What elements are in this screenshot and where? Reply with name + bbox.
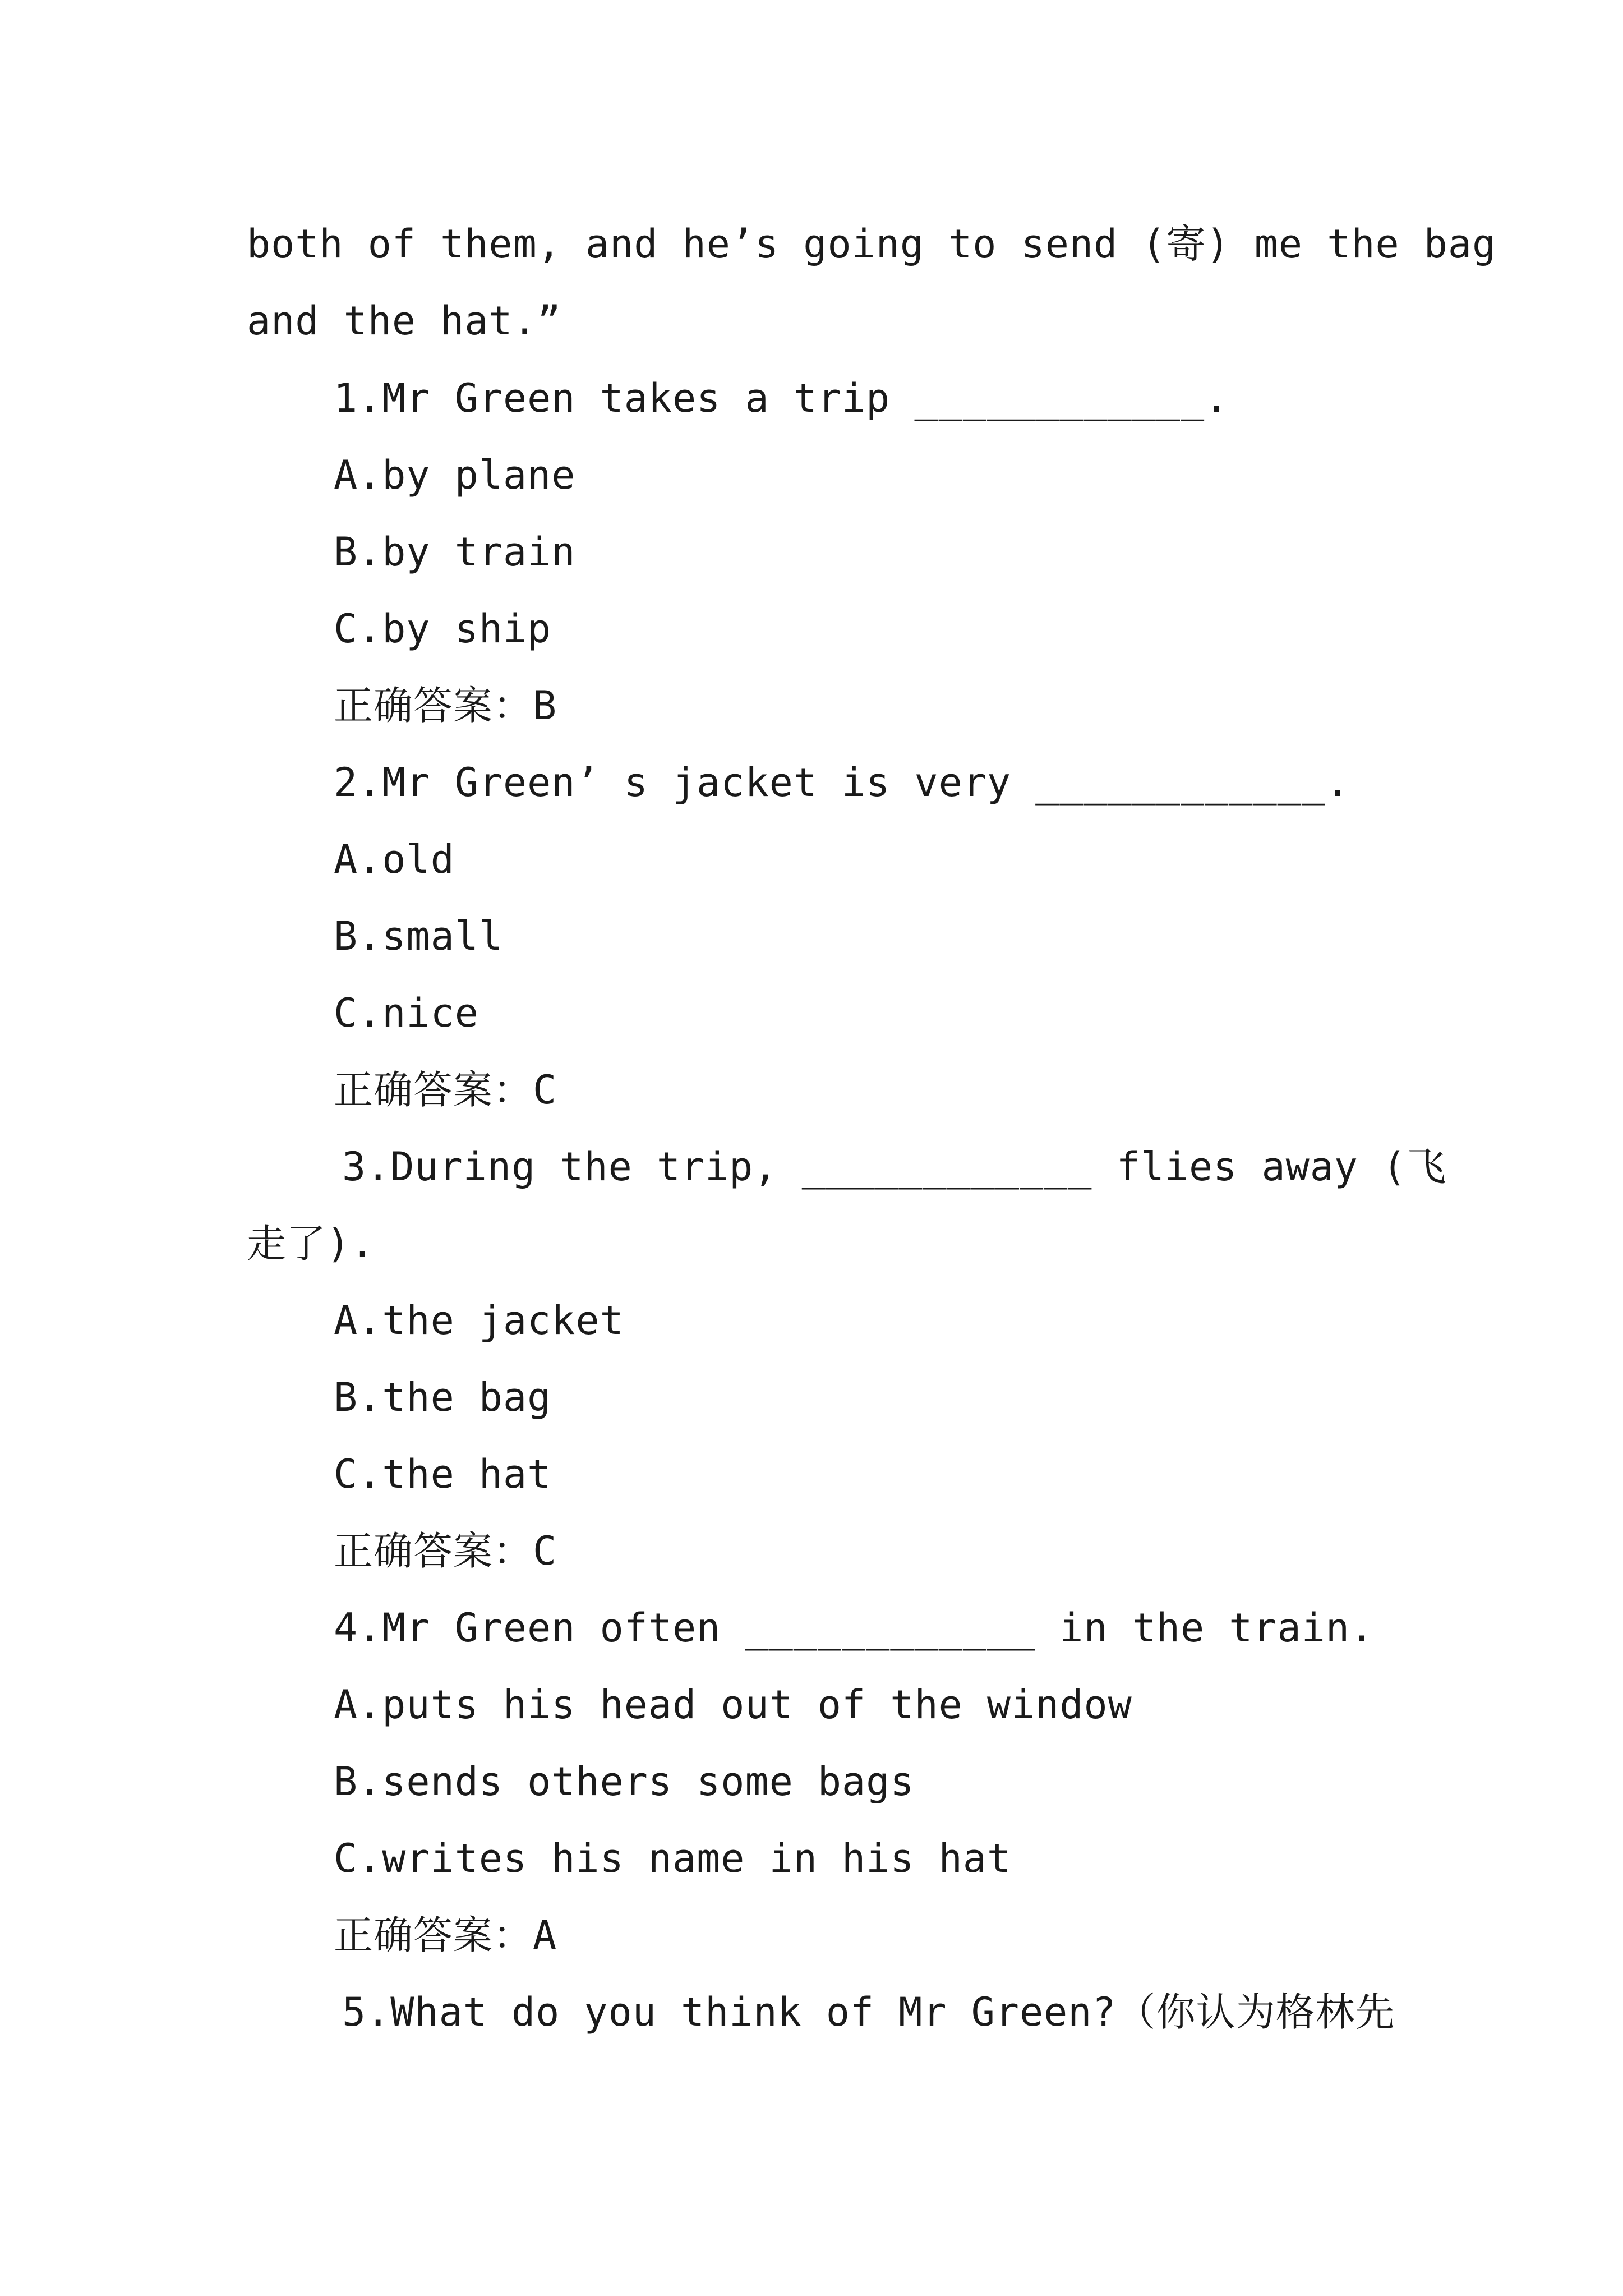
question-1-option-b: B.by train (334, 529, 576, 575)
question-1-stem: 1.Mr Green takes a trip ____________. (334, 375, 1229, 421)
question-2-stem: 2.Mr Green’ s jacket is very ____________. (334, 760, 1350, 806)
question-4-stem: 4.Mr Green often ____________ in the train. (334, 1605, 1375, 1651)
question-3-answer: 正确答案：C (334, 1528, 557, 1574)
question-2-answer: 正确答案：C (334, 1067, 557, 1113)
question-1-option-c: C.by ship (334, 606, 552, 652)
question-5-stem: 5.What do you think of Mr Green?（你认为格林先 (342, 1989, 1395, 2035)
question-3-stem-line-2: 走了). (247, 1221, 375, 1267)
passage-line-1: both of them, and he’s going to send (寄) me the bag (247, 221, 1497, 267)
passage-line-2: and the hat.” (247, 298, 561, 344)
question-2-option-a: A.old (334, 836, 455, 882)
question-4-answer: 正确答案：A (334, 1912, 557, 1958)
question-3-option-c: C.the hat (334, 1451, 552, 1497)
question-3-option-a: A.the jacket (334, 1297, 624, 1343)
question-1-option-a: A.by plane (334, 452, 576, 498)
question-4-option-c: C.writes his name in his hat (334, 1835, 1012, 1881)
question-2-option-b: B.small (334, 913, 504, 959)
question-3-option-b: B.the bag (334, 1374, 552, 1420)
question-2-option-c: C.nice (334, 990, 479, 1036)
question-1-answer: 正确答案：B (334, 683, 557, 729)
question-4-option-b: B.sends others some bags (334, 1759, 915, 1805)
question-3-stem-line-1: 3.During the trip, ____________ flies away (飞 (342, 1144, 1447, 1190)
question-4-option-a: A.puts his head out of the window (334, 1682, 1132, 1728)
